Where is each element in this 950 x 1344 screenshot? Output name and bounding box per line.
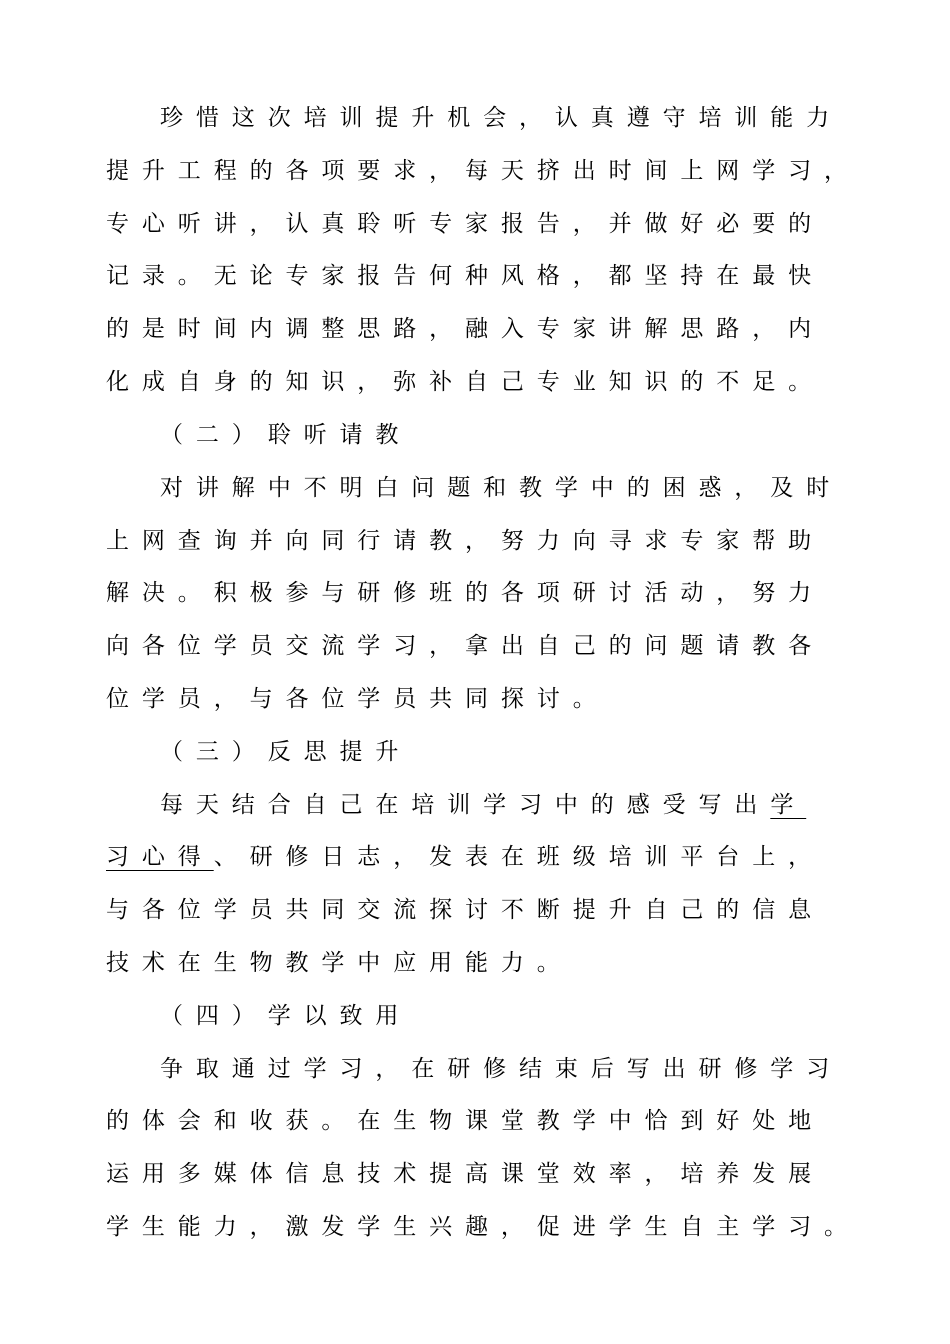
text-segment: 每天结合自己在培训学习中的感受写出 <box>160 792 771 818</box>
text-line: 学生能力，激发学生兴趣，促进学生自主学习。 <box>106 1214 860 1240</box>
text-line: 解决。积极参与研修班的各项研讨活动，努力 <box>106 580 824 606</box>
text-line <box>160 785 846 825</box>
text-line: 化成自身的知识，弥补自己专业知识的不足。 <box>106 369 824 395</box>
text-segment: 、研修日志，发表在班级培训平台上， <box>213 844 825 870</box>
text-line: 提升工程的各项要求，每天挤出时间上网学习， <box>106 158 860 184</box>
section-heading: （三）反思提升 <box>160 739 412 765</box>
text-line: 上网查询并向同行请教，努力向寻求专家帮助 <box>106 528 824 554</box>
text-line: 的是时间内调整思路，融入专家讲解思路，内 <box>106 316 824 342</box>
text-line: 珍惜这次培训提升机会，认真遵守培训能力 <box>160 105 843 131</box>
text-line: 位学员，与各位学员共同探讨。 <box>106 686 609 712</box>
text-line: 运用多媒体信息技术提高课堂效率，培养发展 <box>106 1161 824 1187</box>
underlined-text: 习心得 <box>106 844 214 870</box>
text-line: 争取通过学习，在研修结束后写出研修学习 <box>160 1056 843 1082</box>
text-line: 技术在生物教学中应用能力。 <box>106 950 573 976</box>
underlined-text: 学 <box>770 792 807 818</box>
text-line: 记录。无论专家报告何种风格，都坚持在最快 <box>106 263 824 289</box>
text-line: 对讲解中不明白问题和教学中的困惑，及时 <box>160 475 843 501</box>
text-line <box>106 837 846 877</box>
text-line: 专心听讲，认真聆听专家报告，并做好必要的 <box>106 211 824 237</box>
text-line: 向各位学员交流学习，拿出自己的问题请教各 <box>106 633 824 659</box>
section-heading: （二）聆听请教 <box>160 422 412 448</box>
text-line: 的体会和收获。在生物课堂教学中恰到好处地 <box>106 1108 824 1134</box>
text-line: 与各位学员共同交流探讨不断提升自己的信息 <box>106 897 824 923</box>
section-heading: （四）学以致用 <box>160 1003 412 1029</box>
